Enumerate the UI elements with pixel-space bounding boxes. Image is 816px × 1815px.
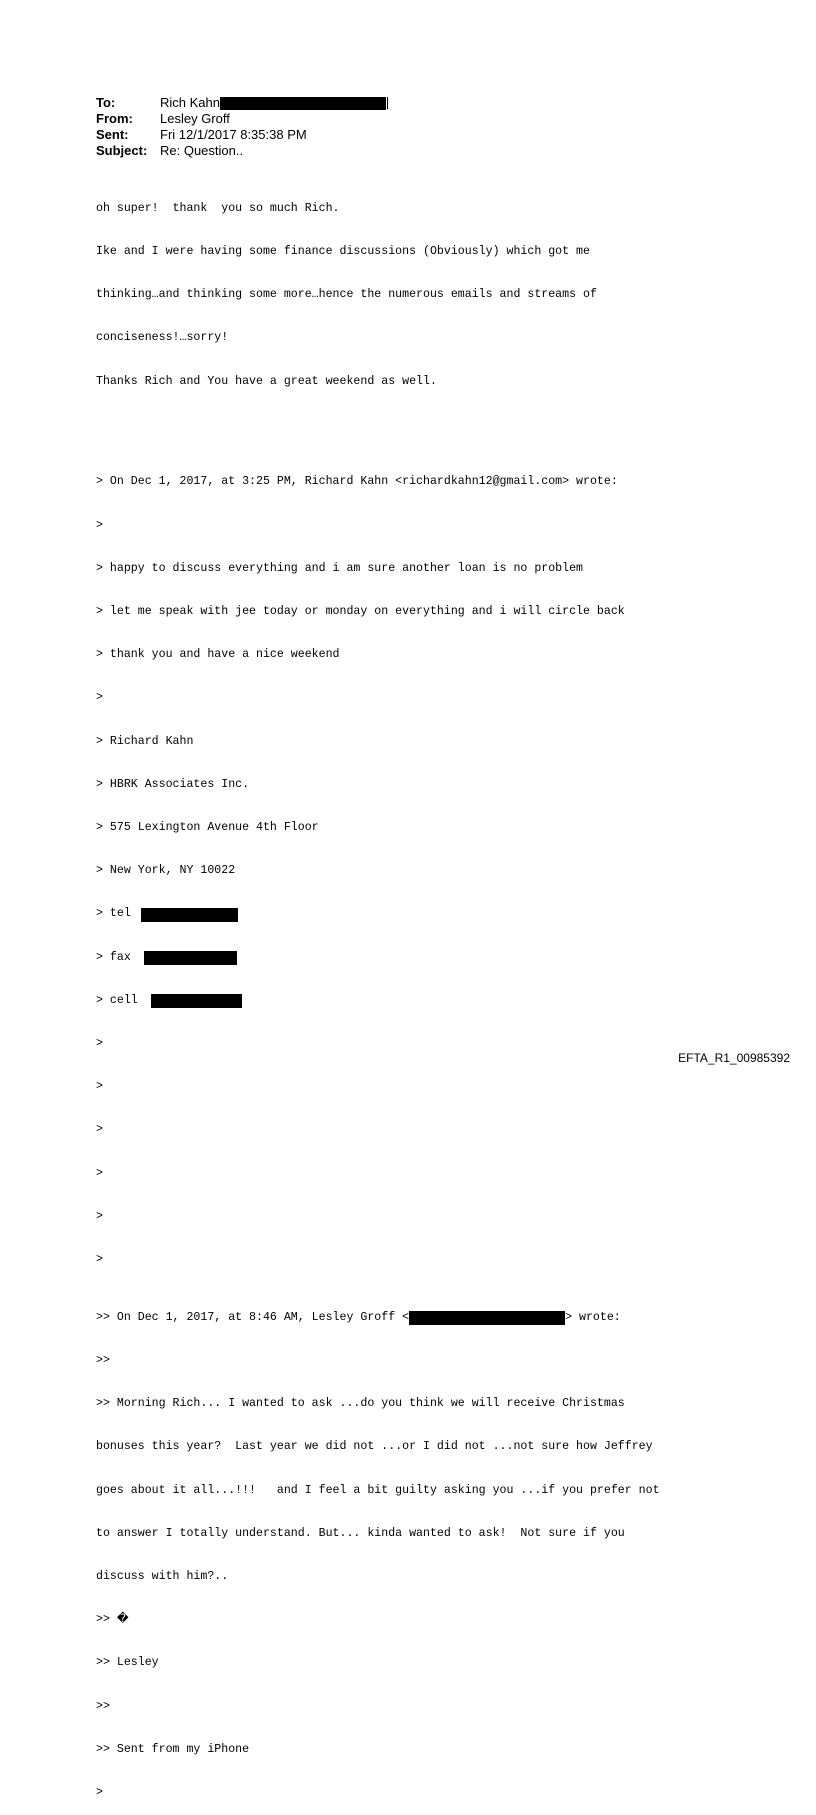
quote1-blank: > — [96, 691, 103, 705]
signature-tel-label: > tel — [96, 907, 138, 921]
quote1-header: > On Dec 1, 2017, at 3:25 PM, Richard Kahn <richardkahn12@gmail.com> wrote: — [96, 475, 618, 489]
message-line: oh super! thank you so much Rich. — [96, 201, 340, 215]
subject-row — [96, 143, 388, 159]
document-id: EFTA_R1_00985392 — [678, 1051, 790, 1065]
email-body — [96, 173, 660, 1815]
quote1-blank: > — [96, 1166, 103, 1180]
signature-cell-row — [96, 994, 660, 1008]
from-row — [96, 111, 388, 127]
quote2-line: bonuses this year? Last year we did not ...or I did not ...not sure how Jeffrey — [96, 1440, 653, 1454]
signature-company: > HBRK Associates Inc. — [96, 777, 250, 791]
message-line: thinking…and thinking some more…hence the numerous emails and streams of — [96, 288, 597, 302]
quote2-line: goes about it all...!!! and I feel a bit guilty asking you ...if you prefer not — [96, 1483, 660, 1497]
signature-address: > 575 Lexington Avenue 4th Floor — [96, 821, 319, 835]
quote1-blank: > — [96, 518, 103, 532]
quote1-blank: > — [96, 1037, 103, 1051]
redaction-bar — [409, 1311, 565, 1325]
signature-city: > New York, NY 10022 — [96, 864, 236, 878]
to-label: To: — [96, 95, 116, 110]
quote2-header — [96, 1311, 660, 1325]
from-value: Lesley Groff — [160, 111, 230, 126]
email-header — [96, 95, 388, 159]
signature-fax-label: > fax — [96, 950, 138, 964]
redaction-bar — [141, 908, 238, 922]
quote2-glyph-line: >> � — [96, 1613, 129, 1627]
signature-fax-row — [96, 951, 660, 965]
quote1-blank: > — [96, 1123, 103, 1137]
quote2-header-start: >> On Dec 1, 2017, at 8:46 AM, Lesley Groff < — [96, 1310, 410, 1324]
redaction-edge — [387, 97, 388, 109]
redaction-bar — [151, 994, 242, 1008]
to-value — [160, 95, 388, 111]
quote2-name-line: >> Lesley — [96, 1656, 159, 1670]
redaction-bar — [220, 97, 386, 110]
message-line: conciseness!…sorry! — [96, 331, 229, 345]
message-line: Ike and I were having some finance discussions (Obviously) which got me — [96, 245, 590, 259]
quote1-line: > happy to discuss everything and i am sure another loan is no problem — [96, 561, 584, 575]
quote2-end-line: > — [96, 1785, 103, 1799]
quote2-line: to answer I totally understand. But... kinda wanted to ask! Not sure if you — [96, 1526, 625, 1540]
subject-value: Re: Question.. — [160, 143, 244, 158]
signature-cell-label: > cell — [96, 993, 145, 1007]
quote2-header-end: > wrote: — [565, 1310, 621, 1324]
signature-name: > Richard Kahn — [96, 734, 194, 748]
quote2-sent-line: >> Sent from my iPhone — [96, 1742, 250, 1756]
from-label: From: — [96, 111, 133, 126]
quote1-blank: > — [96, 1253, 103, 1267]
sent-row — [96, 127, 388, 143]
signature-tel-row — [96, 907, 660, 921]
spacer — [96, 418, 660, 432]
quote2-blank: >> — [96, 1699, 110, 1713]
redaction-bar — [144, 951, 237, 965]
quote1-blank: > — [96, 1080, 103, 1094]
message-line: Thanks Rich and You have a great weekend as well. — [96, 374, 437, 388]
sent-label: Sent: — [96, 127, 129, 142]
to-row — [96, 95, 388, 111]
quote2-line: discuss with him?.. — [96, 1569, 229, 1583]
quote2-line: >> Morning Rich... I wanted to ask ...do you think we will receive Christmas — [96, 1397, 625, 1411]
quote1-line: > let me speak with jee today or monday on everything and i will circle back — [96, 605, 625, 619]
to-name: Rich Kahn — [160, 95, 220, 110]
subject-label: Subject: — [96, 143, 148, 158]
quote2-blank: >> — [96, 1353, 110, 1367]
quote1-blank: > — [96, 1209, 103, 1223]
quote1-line: > thank you and have a nice weekend — [96, 648, 340, 662]
sent-value: Fri 12/1/2017 8:35:38 PM — [160, 127, 307, 142]
